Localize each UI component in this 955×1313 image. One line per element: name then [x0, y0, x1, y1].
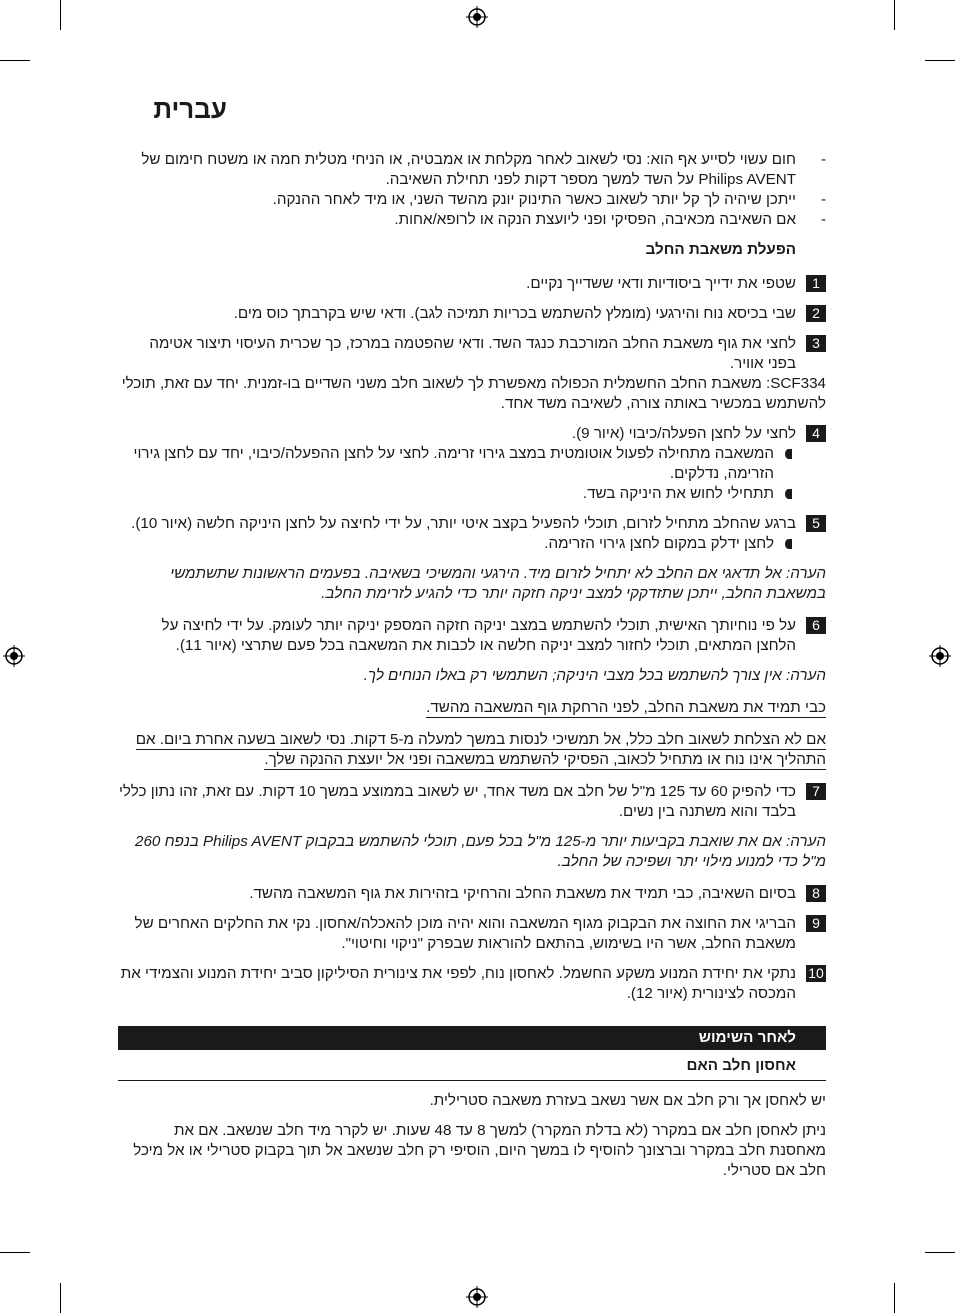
warning-text: [118, 698, 826, 718]
bullet-icon: [785, 539, 792, 549]
step-item: [118, 334, 826, 374]
list-item: [118, 190, 826, 210]
step-item: [118, 304, 826, 324]
crop-mark: [925, 60, 955, 61]
model-note: SCF334: משאבת החלב החשמלית הכפולה מאפשרת לך לשאוב חלב משני השדיים בו-זמנית. יחד עם זאת, תוכלי להשתמש במכשיר באותה צורה, לשאיבה משד אחד.: [121, 375, 826, 412]
step-number: 4: [806, 425, 826, 442]
step-text: נתקי את יחידת המנוע משקע החשמל. לאחסון נוח, לפפי את צינורית הסיליקון סביב יחידת המנוע והצמידי את המכסה לצינורית (איור 12).: [120, 965, 796, 1002]
warning-underlined: אם לא הצלחת לשאוב חלב כלל, אל תמשיכי לנסות במשך למעלה מ-5 דקות. נסי לשאוב בשעה אחרת ביום. אם התהליך אינו נוח או מתחיל לכאוב, הפסיקי להשתמש במשאבה ופני אל יועצת ההנקה שלך.: [135, 731, 826, 768]
step-number: 6: [806, 617, 826, 634]
sub-list: [118, 444, 796, 504]
step-item: [118, 514, 826, 554]
sub-text: תתחילי לחוש את היניקה בשד.: [582, 485, 774, 502]
dash-icon: -: [820, 211, 826, 228]
dash-icon: -: [820, 151, 826, 168]
step-item: [118, 424, 826, 504]
step-number: 3: [806, 335, 826, 352]
bullet-icon: [785, 449, 792, 459]
bullet-text: חום עשוי לסייע אף הוא: נסי לשאוב לאחר מקלחת או אמבטיה, או הניחי מטלית חמה או משטח חימום של Philips AVENT על השד למשך מספר דקות לפני תחילת השאיבה.: [141, 151, 796, 188]
step-text: שבי בכיסא נוח והירגעי (מומלץ להשתמש בכריות תמיכה לגב). ודאי שיש בקרבתך כוס מים.: [233, 305, 796, 322]
step-text: על פי נוחיותך האישית, תוכלי להשתמש במצב יניקה חזקה המספק יניקה יותר לעומק. על ידי לחיצה על הלחצן המתאים, תוכלי לחזור למצב יניקה חלשה או לכבות את המשאבה בכל פעם שתרצי (איור 11).: [161, 617, 796, 654]
dash-icon: -: [820, 191, 826, 208]
step-item: [118, 616, 826, 656]
step-text: ברגע שהחלב מתחיל לזרום, תוכלי להפעיל בקצב איטי יותר, על ידי לחיצה על לחצן היניקה חלשה (איור 10).: [131, 515, 796, 532]
step-number: 8: [806, 885, 826, 902]
bullet-text: ייתכן שיהיה לך קל יותר לשאוב כאשר התינוק יונק מהשד השני, או מיד לאחר ההנקה.: [272, 191, 796, 208]
step-number: 1: [806, 275, 826, 292]
step-text: בסיום השאיבה, כבי תמיד את משאבת החלב והרחיקי בזהירות את גוף המשאבה מהשד.: [249, 885, 796, 902]
section-heading: הפעלת משאבת החלב: [645, 241, 796, 258]
step-item: [118, 914, 826, 954]
crop-mark: [60, 1283, 61, 1313]
list-item: [118, 444, 796, 484]
step-number: 7: [806, 783, 826, 800]
step-item: [118, 782, 826, 822]
step-item: [118, 274, 826, 294]
warning-text: [118, 730, 826, 770]
step-item: [118, 964, 826, 1004]
note-text: הערה: אל תדאגי אם החלב לא יתחיל לזרום מיד. הירגעי והמשיכי בשאיבה. בפעמים הראשונות שתשתמשי במשאבת החלב, ייתכן שתזדקקי למצב יניקה חזקה יותר כדי להגיע לזרימת החלב.: [170, 565, 826, 602]
document-body: [118, 150, 826, 1191]
note-text: הערה: אין צורך להשתמש בכל מצבי היניקה; השתמשי רק באלו הנוחים לך.: [363, 667, 826, 684]
step-text: לחצי את גוף משאבת החלב המורכבת כנגד השד. ודאי שהפטמה במרכז, כך שכרית העיסוי תיצור אטימה בפני אוויר.: [149, 335, 796, 372]
crop-mark: [925, 1252, 955, 1253]
list-item: [118, 534, 796, 554]
step-text: לחצי על לחצן הפעלה/כיבוי (איור 9).: [571, 425, 796, 442]
list-item: [118, 150, 826, 190]
crop-mark: [60, 0, 61, 30]
intro-bullet-list: [118, 150, 826, 230]
step-number: 10: [806, 965, 826, 982]
list-item: [118, 210, 826, 230]
bullet-icon: [785, 489, 792, 499]
bullet-text: אם השאיבה מכאיבה, הפסיקי ופני ליועצת הנקה או לרופא/אחות.: [394, 211, 796, 228]
step-item: [118, 884, 826, 904]
body-paragraph: ניתן לאחסן חלב אם במקרר (לא בדלת המקרר) למשך 8 עד 48 שעות. יש לקרר מיד חלב שנשאב. אם את מאחסנת חלב במקרר וברצונך להוסיף לו במשך היום, הוסיפי רק חלב שנשאב אל תוך בקבוק סטרילי או אל מיכל חלב אם סטרילי.: [133, 1122, 826, 1179]
step-text: שטפי את ידייך ביסודיות ודאי ששדייך נקיים.: [526, 275, 796, 292]
step-number: 9: [806, 915, 826, 932]
step-text: הבריגי את החוצה את הבקבוק מגוף המשאבה והוא יהיה מוכן להאכלה/אחסון. נקי את החלקים האחרים של משאבת החלב, אשר היו בשימוש, בהתאם להוראות שבפרק "ניקוי וחיטוי".: [134, 915, 796, 952]
step-number: 5: [806, 515, 826, 532]
registration-mark-icon: [929, 645, 951, 667]
crop-mark: [0, 60, 30, 61]
crop-mark: [894, 1283, 895, 1313]
note-text: הערה: אם את שואבת בקביעות יותר מ-125 מ"ל בכל פעם, תוכלי להשתמש בבקבוק Philips AVENT בנפח 260 מ"ל כדי למנוע מילוי יתר ושפיכה של החלב.: [135, 833, 826, 870]
registration-mark-icon: [466, 6, 488, 28]
registration-mark-icon: [3, 645, 25, 667]
crop-mark: [0, 1252, 30, 1253]
warning-underlined: כבי תמיד את משאבת החלב, לפני הרחקת גוף המשאבה מהשד.: [426, 699, 826, 716]
registration-mark-icon: [466, 1286, 488, 1308]
section-subheading: אחסון חלב האם: [118, 1056, 826, 1081]
sub-list: [118, 534, 796, 554]
crop-mark: [894, 0, 895, 30]
sub-text: המשאבה מתחילה לפעול אוטומטית במצב גירוי זרימה. לחצי על לחצן ההפעלה/כיבוי, יחד עם לחצן גירוי הזרימה, נדלקים.: [133, 445, 774, 482]
step-number: 2: [806, 305, 826, 322]
list-item: [118, 484, 796, 504]
body-paragraph: יש לאחסן אך ורק חלב אם אשר נשאב בעזרת משאבה סטרילית.: [429, 1092, 826, 1109]
step-text: כדי להפיק 60 עד 125 מ"ל של חלב אם משד אחד, יש לשאוב בממוצע במשך 10 דקות. עם זאת, זהו נתון כללי בלבד והוא משתנה בין נשים.: [118, 783, 796, 820]
sub-text: לחצן ידלק במקום לחצן גירוי הזרימה.: [544, 535, 774, 552]
section-bar-after-use: לאחר השימוש: [118, 1026, 826, 1050]
page-title: עברית: [153, 94, 227, 124]
